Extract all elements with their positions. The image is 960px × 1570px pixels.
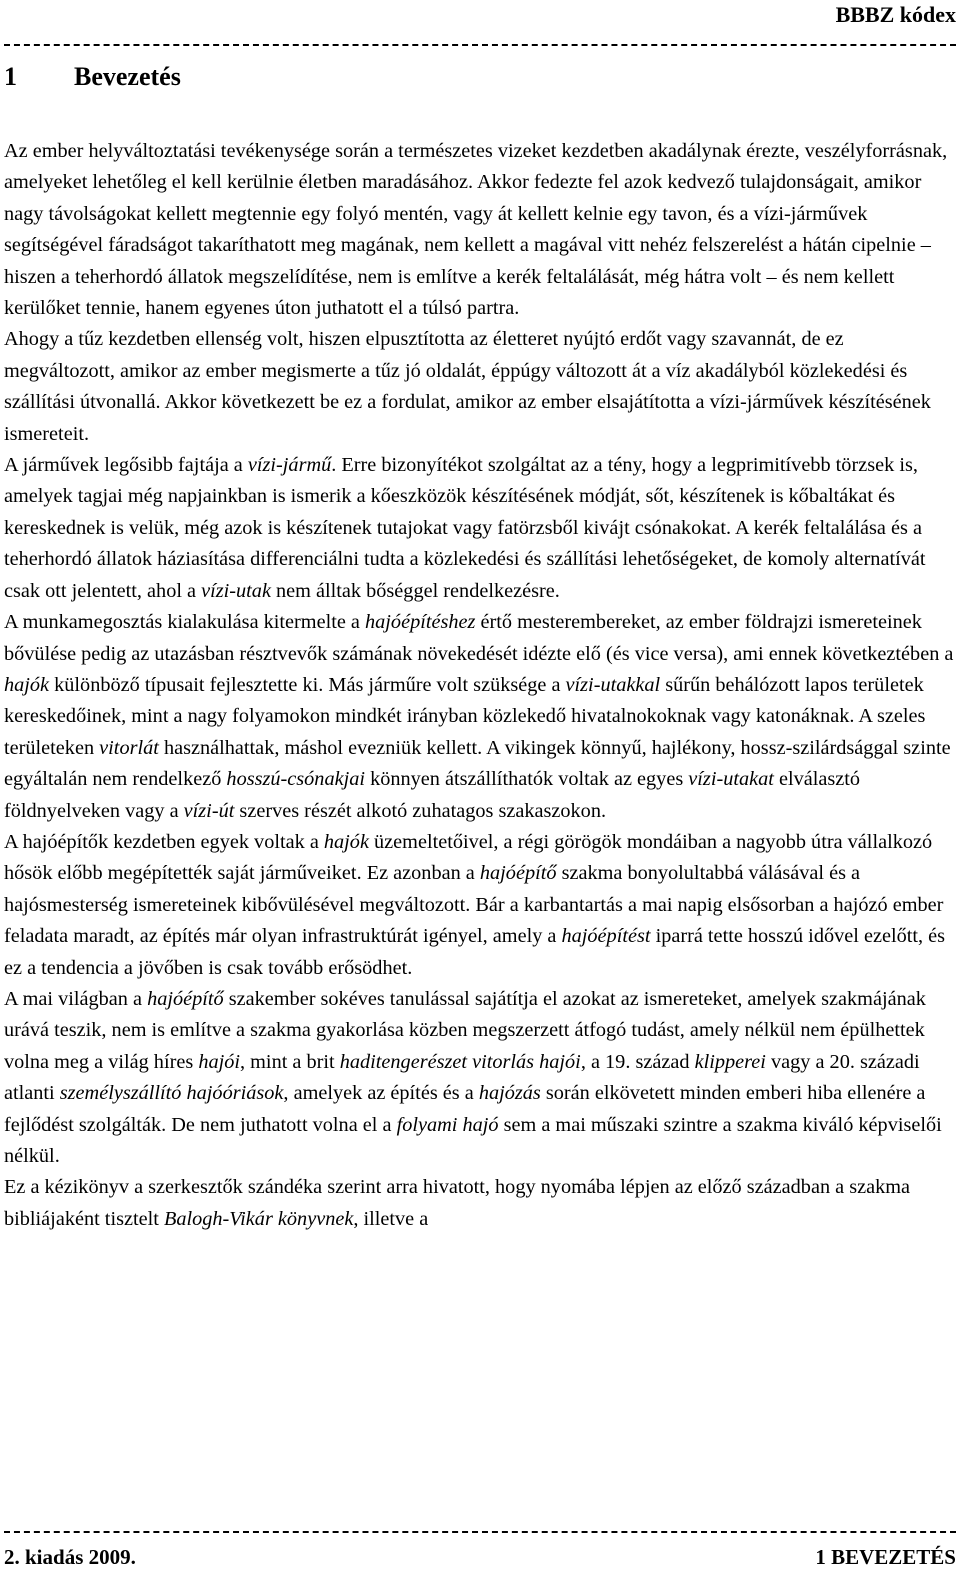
text-run: A járművek legősibb fajtája a — [4, 454, 248, 477]
body-text — [4, 136, 957, 1235]
text-run: értő mesterembereket, az ember földrajzi ismereteinek bővülése pedig az utazásban résztvevők számának növekedését idézte elő (és vice versa), ami ennek következtében a — [4, 611, 954, 665]
text-run: A mai világban a — [4, 987, 148, 1010]
italic-term: vízi-utakkal — [565, 673, 661, 696]
text-run: sűrűn behálózott lapos területek kereskedőinek, mint a nagy folyamokon mindkét irányban közlekedő hivatalnokoknak vagy katonáknak. A szeles területeken — [4, 673, 926, 759]
text-run: Ez a kézikönyv a szerkesztők szándéka szerint arra hivatott, hogy nyomába lépjen az előző században a szakma bibliájaként tisztelt — [4, 1176, 911, 1230]
text-run: használhattak, máshol evezniük kellett. A vikingek könnyű, hajlékony, hossz-szilárdsággal szinte egyáltalán nem rendelkező — [4, 736, 951, 791]
italic-term: vízi-jármű — [247, 454, 332, 477]
italic-term: hajózás — [478, 1082, 541, 1105]
paragraph — [4, 450, 957, 607]
italic-term: hajóépítést — [561, 925, 651, 948]
text-run: , a 19. század — [580, 1050, 695, 1073]
italic-term: vízi-utakat — [688, 768, 774, 791]
text-run: Az ember helyváltoztatási tevékenysége során a természetes vizeket kezdetben akadálynak érezte, veszélyforrásnak, amelyeket lehetőleg el kell kerülnie életben maradásához. Akkor fedezte fel azok kedvező tulajdonságait, amikor nagy távolságokat kellett megtennie egy folyó mentén, vagy át kellett kelnie egy tavon, és a vízi-járművek segítségével fáradságot takaríthatott meg magának, nem kellett a magával vitt nehéz felszerelést a hátán cipelnie – hiszen a teherhordó állatok megszelídítése, nem is említve a kerék feltalálását, még hátra volt – és nem kellett kerülőket tennie, hanem egyenes úton juthatott el a túlsó partra. — [4, 140, 948, 320]
italic-term: hajói — [198, 1050, 241, 1073]
text-run: , mint a brit — [240, 1050, 340, 1073]
italic-term: hajók — [323, 830, 369, 853]
text-run: szerves részét alkotó zuhatagos szakaszokon. — [234, 799, 607, 822]
footer-edition: 2. kiadás 2009. — [4, 1545, 136, 1569]
paragraph — [4, 827, 957, 984]
paragraph — [4, 136, 957, 324]
italic-term: vitorlát — [99, 736, 159, 759]
text-run: A munkamegosztás kialakulása kitermelte a — [4, 611, 366, 634]
section-title: Bevezetés — [74, 62, 181, 91]
text-run: , amelyek az építés és a — [283, 1082, 479, 1105]
text-run: szakember sokéves tanulással sajátítja el azokat az ismereteket, amelyek szakmájának urává teszik, nem is említve a szakma gyakorlása közben megszerzett átfogó tudást, amely nélkül nem épülhettek volna meg a világ híres — [4, 987, 926, 1073]
italic-term: Balogh-Vikár könyvnek — [163, 1207, 354, 1230]
italic-term: folyami hajó — [396, 1113, 499, 1136]
text-run: üzemeltetőivel, a régi görögök mondáiban a nagyobb útra vállalkozó hősök előbb megépítették saját járműveiket. Ez azonban a — [4, 830, 933, 885]
text-run: során elkövetett minden emberi hiba ellenére a fejlődést szolgálták. De nem juthatott volna el a — [4, 1082, 926, 1136]
italic-term: klipperei — [694, 1050, 766, 1073]
italic-term: hosszú-csónakjai — [226, 768, 366, 791]
paragraph — [4, 607, 957, 827]
paragraph — [4, 984, 957, 1172]
header-divider — [4, 44, 956, 46]
text-run: könnyen átszállíthatók voltak az egyes — [365, 768, 689, 791]
italic-term: hajók — [4, 673, 50, 696]
italic-term: hajóépítéshez — [365, 611, 476, 634]
footer-divider — [4, 1531, 956, 1533]
section-heading — [4, 62, 181, 92]
text-run: , illetve a — [353, 1207, 429, 1230]
text-run: sem a mai műszaki szintre a szakma kiváló képviselői nélkül. — [4, 1113, 942, 1167]
italic-term: haditengerészet vitorlás hajói — [339, 1050, 581, 1073]
section-number: 1 — [4, 62, 17, 91]
text-run: különböző típusait fejlesztette ki. Más járműre volt szüksége a — [49, 673, 566, 696]
italic-term: vízi-utak — [201, 579, 271, 602]
text-run: elválasztó földnyelveken vagy a — [4, 768, 861, 822]
text-run: Ahogy a tűz kezdetben ellenség volt, hiszen elpusztította az életteret nyújtó erdőt vagy szavannát, de ez megváltozott, amikor az ember megismerte a tűz jó oldalát, éppúgy változott át a víz akadályból közlekedési és szállítási útvonallá. Akkor következett be ez a fordulat, amikor az ember elsajátította a vízi-járművek készítésének ismereteit. — [4, 328, 931, 445]
text-run: A hajóépítők kezdetben egyek voltak a — [4, 830, 324, 853]
text-run: szakma bonyolultabbá válásával és a hajósmesterség ismereteinek kibővülésével megváltozott. Bár a karbantartás a mai napig elsősorban a hajózó ember feladata maradt, az építés már olyan infrastruktúrát igényel, amely a — [4, 862, 944, 948]
header-code: BBBZ kódex — [835, 2, 956, 27]
text-run: . Erre bizonyítékot szolgáltat az a tény, hogy a legprimitívebb törzsek is, amelyek tagjai még napjainkban is ismerik a kőeszközök készítésének módját, sőt, készítenek is kőbaltákat és kereskednek is velük, még azok is készítenek tutajokat vagy fatörzsből kivájt csónakokat. A kerék feltalálása és a teherhordó állatok háziasítása differenciálni tudta a közlekedési és szállítási lehetőségeket, de komoly alternatívát csak ott jelentett, ahol a — [4, 454, 926, 602]
paragraph — [4, 1172, 957, 1235]
italic-term: személyszállító hajóóriások — [59, 1082, 284, 1105]
text-run: nem álltak bőséggel rendelkezésre. — [270, 579, 560, 602]
text-run: vagy a 20. századi atlanti — [4, 1050, 920, 1105]
italic-term: hajóépítő — [479, 862, 557, 885]
text-run: iparrá tette hosszú idővel ezelőtt, és ez a tendencia a jövőben is csak tovább erősödhet. — [4, 925, 946, 979]
footer-section-label: 1 BEVEZETÉS — [815, 1545, 956, 1569]
italic-term: vízi-út — [183, 799, 235, 822]
paragraph — [4, 324, 957, 450]
italic-term: hajóépítő — [147, 987, 224, 1010]
